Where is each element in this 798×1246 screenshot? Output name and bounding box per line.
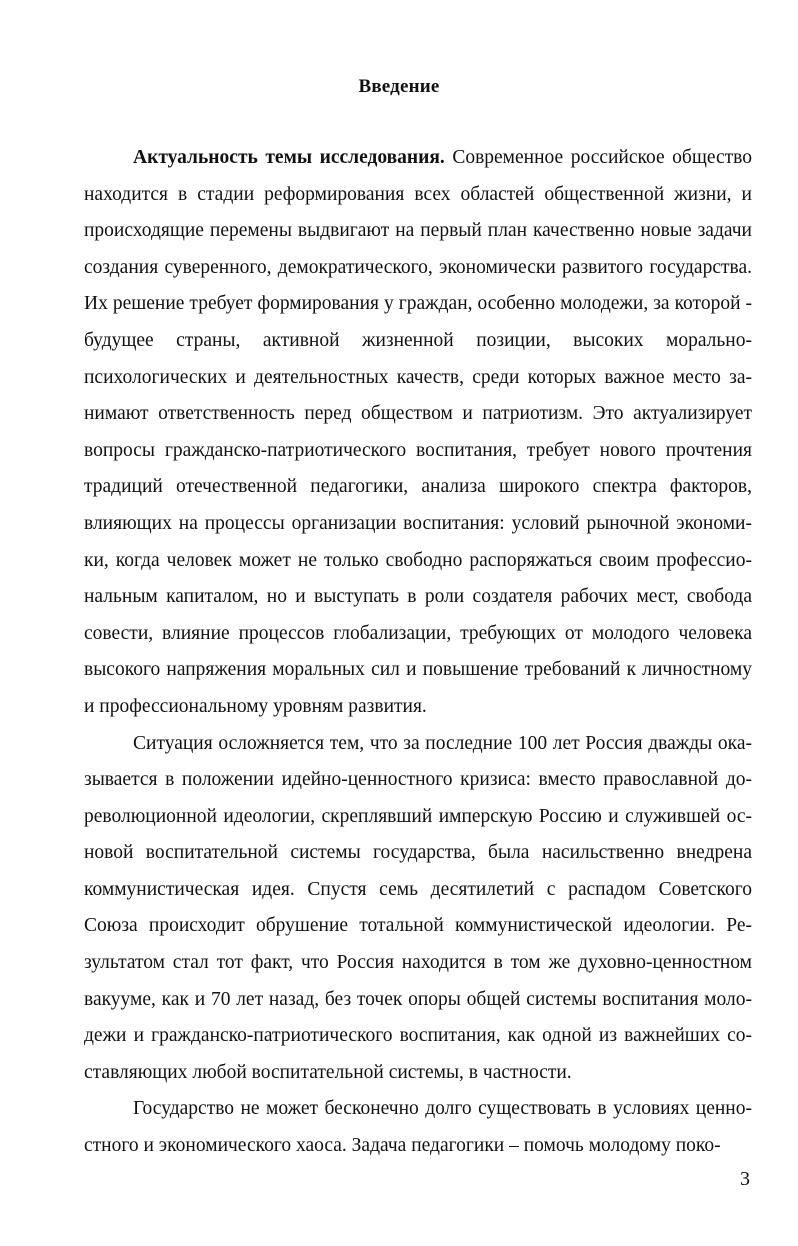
paragraph-text: Государство не может бесконечно долго существовать в условиях ценностного и экономического хаоса. Задача педагогики – помочь молодому поко-	[84, 1098, 752, 1157]
paragraph-text: Ситуация осложняется тем, что за последние 100 лет Россия дважды оказывается в положении идейно-ценностного кризиса: вместо православной дореволюционной идеологии, скреплявший имперскую Россию и служившей основой воспитательной системы государства, была насильственно внедрена коммунистическая идея. Спустя семь десятилетий с распадом Советского Союза происходит обрушение тотальной коммунистической идеологии. Результатом стал тот факт, что Россия находится в том же духовно-ценностном вакууме, как и 70 лет назад, без точек опоры общей системы воспитания молодежи и гражданско-патриотического воспитания, как одной из важнейших составляющих любой воспитательной системы, в частности.	[84, 732, 752, 1083]
paragraph-crisis	[84, 726, 752, 1092]
page-title: Введение	[358, 76, 440, 97]
paragraph-text: Современное российское общество находится в стадии реформирования всех областей общественной жизни, и происходящие перемены выдвигают на первый план качественно новые задачи создания суверенного, демократического, экономически развитого государства. Их решение требует формирования у граждан, особенно молодежи, за которой - будущее страны, активной жизненной позиции, высоких морально-психологических и деятельностных качеств, среди которых важное место занимают ответственность перед обществом и патриотизм. Это актуализирует вопросы гражданско-патриотического воспитания, требует нового прочтения традиций отечественной педагогики, анализа широкого спектра факторов, влияющих на процессы организации воспитания: условий рыночной экономики, когда человек может не только свободно распоряжаться своим профессиональным капиталом, но и выступать в роли создателя рабочих мест, свобода совести, влияние процессов глобализации, требующих от молодого человека высокого напряжения моральных сил и повышение требований к личностному и профессиональному уровням развития.	[84, 147, 752, 717]
paragraph-state	[84, 1091, 752, 1164]
paragraph-lead: Актуальность темы исследования.	[133, 147, 445, 168]
document-body	[84, 140, 752, 1165]
paragraph-relevance	[84, 140, 752, 726]
page-number: 3	[740, 1168, 750, 1190]
